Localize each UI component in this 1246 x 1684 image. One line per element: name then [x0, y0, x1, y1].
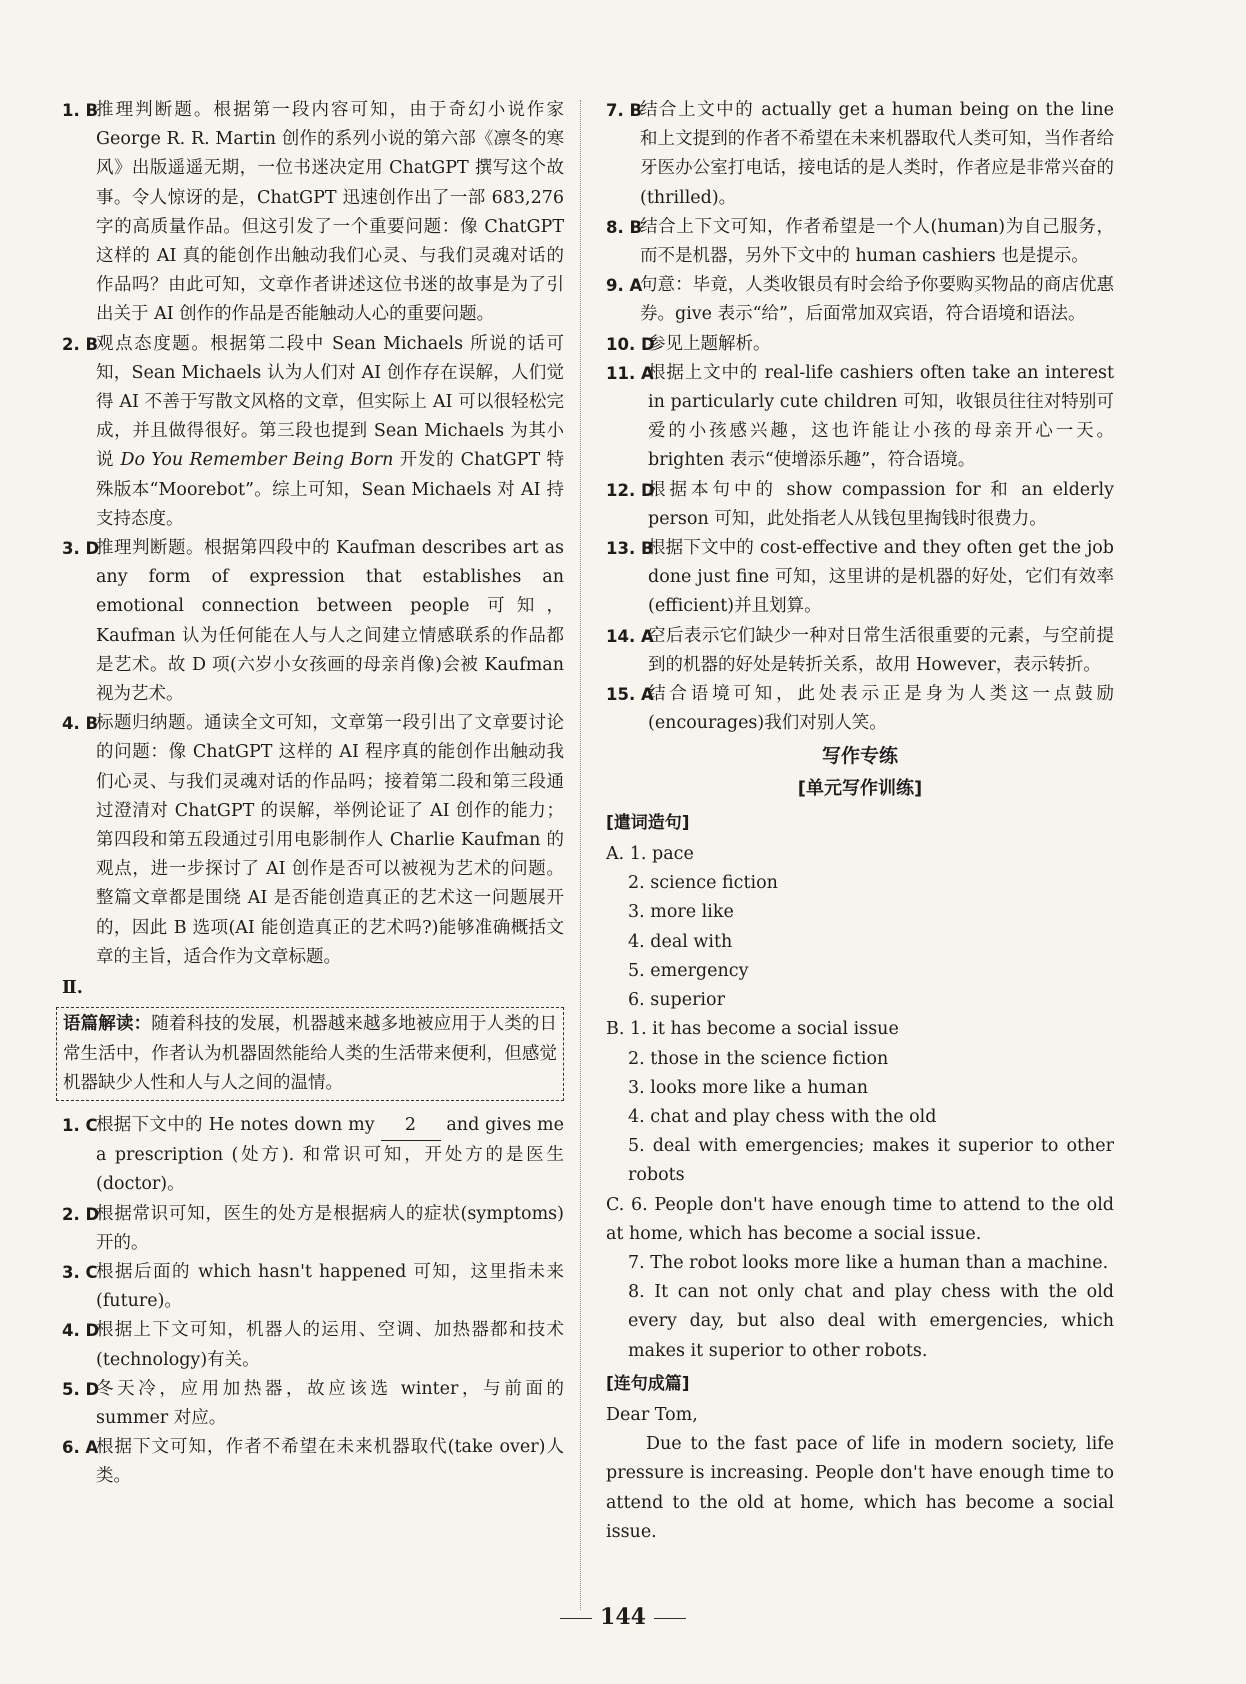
- answer-item: 12. D 根据本句中的 show compassion for 和 an elderly person 可知，此处指老人从钱包里掏钱时很费力。: [606, 479, 1114, 529]
- list-item: 6. superior: [628, 990, 725, 1011]
- answer-item: 15. A 结合语境可知，此处表示正是身为人类这一点鼓励(encourages)我们对别人笑。: [606, 684, 1114, 734]
- list-item: 5. emergency: [628, 960, 749, 981]
- page-number: 144: [0, 1604, 1246, 1630]
- list-item: 5. deal with emergencies; makes it superior to other robots: [628, 1136, 1114, 1186]
- list-item: 2. science fiction: [628, 873, 778, 894]
- fill-blank: 2: [381, 1111, 441, 1141]
- answer-item: 7. B 结合上文中的 actually get a human being on the line 和上文提到的作者不希望在未来机器取代人类可知，当作者给牙医办公室打电话，接电话的是人类时，作者应是非常兴奋的(thrilled)。: [606, 100, 1114, 208]
- answer-item: 2. D 根据常识可知，医生的处方是根据病人的症状(symptoms)开的。: [62, 1203, 564, 1253]
- answer-item: 13. B 根据下文中的 cost-effective and they often get the job done just fine 可知，这里讲的是机器的好处，它们有效率(efficient)并且划算。: [606, 538, 1114, 617]
- list-item: 4. chat and play chess with the old: [628, 1106, 937, 1127]
- part-a: A. 1. pace 2. science fiction 3. more like 4. deal with 5. emergency 6. superior: [606, 840, 1114, 1015]
- vocab-heading: [遣词造句]: [606, 812, 690, 833]
- essay-paragraph: Due to the fast pace of life in modern society, life pressure is increasing. People don't have enough time to attend to the old at home, which has become a social issue.: [606, 1434, 1114, 1542]
- essay-heading: [连句成篇]: [606, 1373, 690, 1394]
- answer-item: 4. B 标题归纳题。通读全文可知，文章第一段引出了文章要讨论的问题：像 ChatGPT 这样的 AI 程序真的能创作出触动我们心灵、与我们灵魂对话的作品吗；接着第二段和第三段通过澄清对 ChatGPT 的误解，举例论证了 AI 创作的能力；第四段和第五段通过引用电影制作人 Charlie Kaufman 的观点，进一步探讨了 AI 创作是否可以被视为艺术的问题。整篇文章都是围绕 AI 是否能创造真正的艺术这一问题展开的，因此 B 选项(AI 能创造真正的艺术吗?)能够准确概括文章的主旨，适合作为文章标题。: [62, 713, 564, 967]
- list-item: 4. deal with: [628, 931, 733, 952]
- answer-item: 3. D 推理判断题。根据第四段中的 Kaufman describes art as any form of expression that establishes an emotional connection between people 可知，Kaufman 认为任何能在人与人之间建立情感联系的作品都是艺术。故 D 项(六岁小女孩画的母亲肖像)会被 Kaufman 视为艺术。: [62, 538, 564, 705]
- answer-item: 9. A 句意：毕竟，人类收银员有时会给予你要购买物品的商店优惠券。give 表示“给”，后面常加双宾语，符合语境和语法。: [606, 275, 1114, 325]
- section-subtitle: [单元写作训练]: [797, 777, 923, 799]
- answer-item: 11. A 根据上文中的 real-life cashiers often take an interest in particularly cute children 可知，收银员往往对特别可爱的小孩感兴趣，这也许能让小孩的母亲开心一天。brighten 表示“使增添乐趣”，符合语境。: [606, 362, 1114, 471]
- answer-item: 1. C 根据下文中的 He notes down my 2 and gives me a prescription (处方). 和常识可知，开处方的是医生(doctor)。: [62, 1111, 564, 1200]
- book-title: Do You Remember Being Born: [120, 450, 394, 471]
- answer-item: 1. B 推理判断题。根据第一段内容可知，由于奇幻小说作家 George R. R. Martin 创作的系列小说的第六部《凛冬的寒风》出版遥遥无期，一位书迷决定用 ChatGPT 撰写这个故事。令人惊讶的是，ChatGPT 迅速创作出了一部 683,276 字的高质量作品。但这引发了一个重要问题：像 ChatGPT 这样的 AI 真的能创作出触动我们心灵、与我们灵魂对话的作品吗？由此可知，文章作者讲述这位书迷的故事是为了引出关于 AI 创作的作品是否能触动人心的重要问题。: [62, 100, 564, 325]
- passage-intro-box: 语篇解读：随着科技的发展，机器越来越多地被应用于人类的日常生活中，作者认为机器固然能给人类的生活带来便利，但感觉机器缺少人性和人与人之间的温情。: [56, 1007, 564, 1101]
- part-c: C. 6. People don't have enough time to attend to the old at home, which has become a social issue. 7. The robot looks more like a human than a machine. 8. It can not only chat and play chess with the old every day, but also deal with emergencies, which makes it superior to other robots.: [606, 1191, 1114, 1366]
- answer-item: 2. B 观点态度题。根据第二段中 Sean Michaels 所说的话可知，Sean Michaels 认为人们对 AI 创作存在误解，人们觉得 AI 不善于写散文风格的文章，但实际上 AI 可以很轻松完成，并且做得很好。第三段也提到 Sean Michaels 为其小说 Do You Remember Being Born 开发的 ChatGPT 特殊版本“Moorebot”。综上可知，Sean Michaels 对 AI 持支持态度。: [62, 333, 564, 529]
- answer-item: 8. B 结合上下文可知，作者希望是一个人(human)为自己服务，而不是机器，另外下文中的 human cashiers 也是提示。: [606, 216, 1114, 267]
- section-marker: Ⅱ.: [62, 978, 83, 999]
- answer-item: 10. D 参见上题解析。: [606, 333, 771, 354]
- answer-item: 14. A 空后表示它们缺少一种对日常生活很重要的元素，与空前提到的机器的好处是转折关系，故用 However，表示转折。: [606, 625, 1114, 675]
- part-b: B. 1. it has become a social issue 2. those in the science fiction 3. looks more like a human 4. chat and play chess with the old 5. deal with emergencies; makes it superior to other robots: [606, 1015, 1114, 1190]
- answer-item: 3. C 根据后面的 which hasn't happened 可知，这里指未来(future)。: [62, 1261, 564, 1312]
- answer-item: 5. D 冬天冷，应用加热器，故应该选 winter，与前面的 summer 对应。: [62, 1378, 564, 1428]
- column-divider: [580, 100, 581, 1610]
- salutation: Dear Tom,: [606, 1404, 698, 1425]
- left-column: [62, 96, 564, 1492]
- list-item: 3. looks more like a human: [628, 1077, 869, 1098]
- answer-item: 4. D 根据上下文可知，机器人的运用、空调、加热器都和技术(technology)有关。: [62, 1320, 564, 1370]
- list-item: 8. It can not only chat and play chess with the old every day, but also deal with emergencies, which makes it superior to other robots.: [628, 1282, 1114, 1361]
- section-title: 写作专练: [821, 745, 898, 768]
- list-item: 7. The robot looks more like a human than a machine.: [628, 1252, 1109, 1273]
- answer-item: 6. A 根据下文可知，作者不希望在未来机器取代(take over)人类。: [62, 1437, 564, 1487]
- list-item: 3. more like: [628, 902, 734, 923]
- right-column: [606, 96, 1114, 1547]
- list-item: 2. those in the science fiction: [628, 1048, 889, 1069]
